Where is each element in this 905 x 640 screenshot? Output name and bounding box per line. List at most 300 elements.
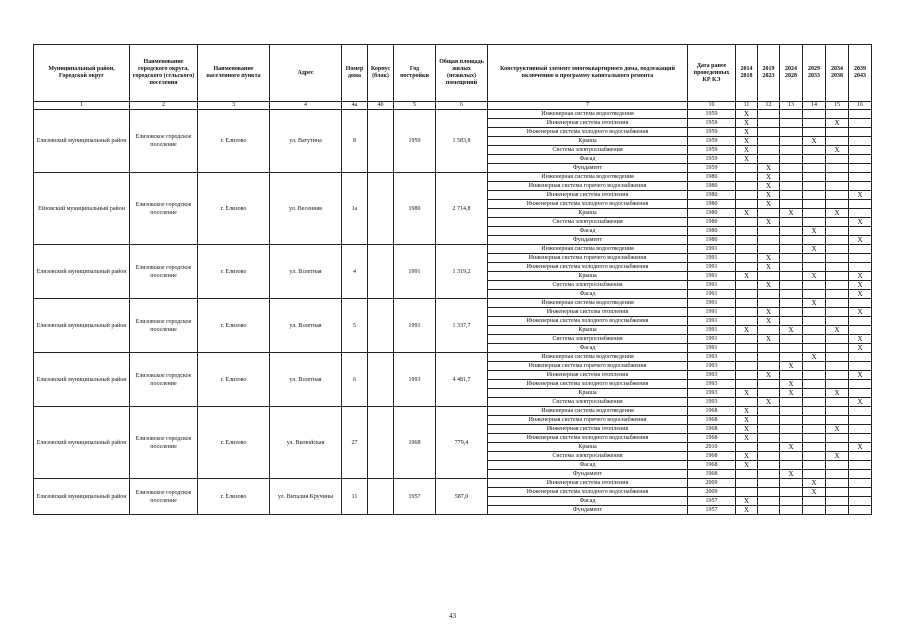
period-mark-cell [826, 362, 849, 371]
period-mark-cell [758, 470, 780, 479]
settlement-cell: Елизовское городское поселение [130, 479, 198, 515]
period-mark-cell [736, 236, 758, 245]
previous-repair-date-cell: 1968 [688, 461, 736, 470]
header-cell: 2019 2023 [758, 45, 780, 102]
period-mark-cell [736, 245, 758, 254]
block-cell [368, 407, 394, 479]
period-mark-cell [803, 200, 826, 209]
period-mark-cell [780, 182, 803, 191]
build-year-cell: 1991 [394, 245, 436, 299]
previous-repair-date-cell: 1959 [688, 128, 736, 137]
element-cell: Система электроснабжения [488, 398, 688, 407]
period-mark-cell [758, 416, 780, 425]
table-row [34, 353, 872, 362]
previous-repair-date-cell: 1993 [688, 398, 736, 407]
element-cell: Фасад [488, 461, 688, 470]
period-mark-cell [803, 326, 826, 335]
table-row [34, 479, 872, 488]
period-mark-cell [826, 506, 849, 515]
previous-repair-date-cell: 1968 [688, 452, 736, 461]
settlement-cell: Елизовское городское поселение [130, 407, 198, 479]
previous-repair-date-cell: 2009 [688, 488, 736, 497]
period-mark-cell [803, 173, 826, 182]
page-number: 43 [449, 612, 456, 620]
previous-repair-date-cell: 1957 [688, 497, 736, 506]
previous-repair-date-cell: 1959 [688, 137, 736, 146]
previous-repair-date-cell: 1980 [688, 227, 736, 236]
period-mark-cell: X [758, 281, 780, 290]
period-mark-cell [803, 344, 826, 353]
period-mark-cell [826, 281, 849, 290]
period-mark-cell: X [849, 398, 872, 407]
period-mark-cell [780, 155, 803, 164]
period-mark-cell [826, 182, 849, 191]
previous-repair-date-cell: 1968 [688, 434, 736, 443]
period-mark-cell [803, 461, 826, 470]
period-mark-cell: X [736, 425, 758, 434]
period-mark-cell [758, 488, 780, 497]
street-cell: ул. Весенняя [270, 173, 342, 245]
period-mark-cell: X [780, 389, 803, 398]
period-mark-cell [758, 380, 780, 389]
period-mark-cell [803, 452, 826, 461]
period-mark-cell: X [780, 326, 803, 335]
period-mark-cell [736, 299, 758, 308]
period-mark-cell [826, 461, 849, 470]
previous-repair-date-cell: 1991 [688, 326, 736, 335]
period-mark-cell [803, 308, 826, 317]
period-mark-cell [736, 218, 758, 227]
period-mark-cell [758, 146, 780, 155]
period-mark-cell [826, 245, 849, 254]
period-mark-cell: X [758, 191, 780, 200]
period-mark-cell [803, 218, 826, 227]
element-cell: Фасад [488, 344, 688, 353]
period-mark-cell: X [736, 434, 758, 443]
period-mark-cell [849, 110, 872, 119]
element-cell: Инженерная система холодного водоснабжения [488, 317, 688, 326]
element-cell: Фасад [488, 290, 688, 299]
period-mark-cell [849, 254, 872, 263]
period-mark-cell [803, 290, 826, 299]
period-mark-cell [780, 452, 803, 461]
period-mark-cell: X [849, 281, 872, 290]
period-mark-cell [803, 497, 826, 506]
period-mark-cell [826, 263, 849, 272]
settlement-cell: Елизовское городское поселение [130, 353, 198, 407]
period-mark-cell [849, 407, 872, 416]
period-mark-cell [758, 272, 780, 281]
period-mark-cell [849, 497, 872, 506]
element-cell: Инженерная система холодного водоснабжения [488, 488, 688, 497]
previous-repair-date-cell: 1968 [688, 416, 736, 425]
element-cell: Инженерная система отопления [488, 479, 688, 488]
column-number: 4б [368, 102, 394, 110]
period-mark-cell [736, 290, 758, 299]
period-mark-cell [826, 272, 849, 281]
element-cell: Инженерная система водоотведения [488, 173, 688, 182]
element-cell: Система электроснабжения [488, 218, 688, 227]
period-mark-cell [780, 290, 803, 299]
period-mark-cell [758, 434, 780, 443]
period-mark-cell [736, 344, 758, 353]
build-year-cell: 1993 [394, 353, 436, 407]
house-number-cell: 1а [342, 173, 368, 245]
period-mark-cell: X [826, 326, 849, 335]
period-mark-cell [803, 119, 826, 128]
period-mark-cell [803, 362, 826, 371]
previous-repair-date-cell: 1993 [688, 371, 736, 380]
period-mark-cell: X [736, 119, 758, 128]
period-mark-cell: X [736, 389, 758, 398]
previous-repair-date-cell: 1991 [688, 299, 736, 308]
period-mark-cell: X [849, 344, 872, 353]
table-row [34, 299, 872, 308]
previous-repair-date-cell: 1993 [688, 380, 736, 389]
previous-repair-date-cell: 1959 [688, 155, 736, 164]
period-mark-cell [803, 317, 826, 326]
table-row [34, 407, 872, 416]
element-cell: Инженерная система горячего водоснабжения [488, 182, 688, 191]
period-mark-cell [849, 416, 872, 425]
element-cell: Инженерная система отопления [488, 371, 688, 380]
district-cell: Елизовский муниципальный район [34, 407, 130, 479]
previous-repair-date-cell: 1993 [688, 389, 736, 398]
period-mark-cell [758, 407, 780, 416]
header-cell: Общая площадь жилых (нежилых) помещений [436, 45, 488, 102]
period-mark-cell [736, 443, 758, 452]
period-mark-cell: X [849, 236, 872, 245]
period-mark-cell [803, 155, 826, 164]
period-mark-cell [803, 470, 826, 479]
element-cell: Фасад [488, 155, 688, 164]
period-mark-cell [758, 110, 780, 119]
period-mark-cell [803, 236, 826, 245]
settlement-cell: Елизовское городское поселение [130, 245, 198, 299]
element-cell: Крыша [488, 443, 688, 452]
header-cell: Муниципальный район, Городской округ [34, 45, 130, 102]
element-cell: Система электроснабжения [488, 335, 688, 344]
period-mark-cell [780, 227, 803, 236]
period-mark-cell [758, 326, 780, 335]
element-cell: Инженерная система водоотведения [488, 299, 688, 308]
period-mark-cell [826, 290, 849, 299]
previous-repair-date-cell: 1991 [688, 317, 736, 326]
period-mark-cell [849, 164, 872, 173]
element-cell: Крыша [488, 389, 688, 398]
period-mark-cell [849, 119, 872, 128]
period-mark-cell: X [736, 209, 758, 218]
column-number: 6 [436, 102, 488, 110]
column-number: 11 [736, 102, 758, 110]
period-mark-cell: X [736, 506, 758, 515]
period-mark-cell: X [826, 119, 849, 128]
period-mark-cell [826, 479, 849, 488]
previous-repair-date-cell: 1980 [688, 191, 736, 200]
period-mark-cell: X [803, 245, 826, 254]
header-cell: Адрес [270, 45, 342, 102]
period-mark-cell [803, 191, 826, 200]
period-mark-cell [758, 497, 780, 506]
period-mark-cell [803, 128, 826, 137]
period-mark-cell [736, 353, 758, 362]
period-mark-cell [826, 110, 849, 119]
element-cell: Крыша [488, 326, 688, 335]
build-year-cell: 1968 [394, 407, 436, 479]
district-cell: Елизовский муниципальный район [34, 245, 130, 299]
period-mark-cell [780, 344, 803, 353]
table-row [34, 245, 872, 254]
period-mark-cell: X [758, 200, 780, 209]
period-mark-cell [736, 380, 758, 389]
previous-repair-date-cell: 1991 [688, 308, 736, 317]
period-mark-cell: X [780, 380, 803, 389]
period-mark-cell [849, 389, 872, 398]
column-number: 14 [803, 102, 826, 110]
period-mark-cell [826, 128, 849, 137]
street-cell: ул. Вилюйская [270, 407, 342, 479]
period-mark-cell [826, 191, 849, 200]
period-mark-cell [826, 497, 849, 506]
period-mark-cell [803, 263, 826, 272]
period-mark-cell [780, 317, 803, 326]
period-mark-cell [826, 335, 849, 344]
period-mark-cell [780, 200, 803, 209]
period-mark-cell [736, 191, 758, 200]
locality-cell: г. Елизово [198, 407, 270, 479]
header-cell: Наименование населенного пункта [198, 45, 270, 102]
period-mark-cell [758, 344, 780, 353]
block-cell [368, 353, 394, 407]
area-cell: 1 583,8 [436, 110, 488, 173]
period-mark-cell [849, 425, 872, 434]
header-cell: 2034 2038 [826, 45, 849, 102]
period-mark-cell [736, 398, 758, 407]
period-mark-cell [758, 290, 780, 299]
period-mark-cell: X [758, 371, 780, 380]
period-mark-cell [849, 128, 872, 137]
element-cell: Инженерная система горячего водоснабжения [488, 254, 688, 263]
period-mark-cell: X [849, 272, 872, 281]
period-mark-cell: X [849, 443, 872, 452]
period-mark-cell [736, 263, 758, 272]
period-mark-cell [736, 281, 758, 290]
district-cell: Ейзовский муниципальный район [34, 173, 130, 245]
period-mark-cell [780, 308, 803, 317]
period-mark-cell [780, 164, 803, 173]
period-mark-cell: X [803, 137, 826, 146]
period-mark-cell: X [849, 290, 872, 299]
element-cell: Инженерная система водоотведения [488, 407, 688, 416]
period-mark-cell [758, 155, 780, 164]
period-mark-cell [758, 119, 780, 128]
period-mark-cell [826, 371, 849, 380]
element-cell: Инженерная система отопления [488, 308, 688, 317]
period-mark-cell [849, 173, 872, 182]
period-mark-cell [736, 362, 758, 371]
period-mark-cell [849, 299, 872, 308]
period-mark-cell: X [826, 146, 849, 155]
period-mark-cell: X [758, 254, 780, 263]
period-mark-cell [780, 236, 803, 245]
previous-repair-date-cell: 2009 [688, 479, 736, 488]
period-mark-cell: X [758, 218, 780, 227]
period-mark-cell [826, 344, 849, 353]
previous-repair-date-cell: 1980 [688, 236, 736, 245]
previous-repair-date-cell: 1959 [688, 110, 736, 119]
period-mark-cell [803, 389, 826, 398]
block-cell [368, 299, 394, 353]
period-mark-cell [758, 236, 780, 245]
period-mark-cell [826, 416, 849, 425]
period-mark-cell [758, 425, 780, 434]
column-number-row [34, 102, 872, 110]
period-mark-cell [780, 416, 803, 425]
period-mark-cell [780, 218, 803, 227]
period-mark-cell [826, 488, 849, 497]
header-cell: Корпус (блок) [368, 45, 394, 102]
period-mark-cell: X [736, 137, 758, 146]
header-cell: 2024 2028 [780, 45, 803, 102]
period-mark-cell [803, 425, 826, 434]
period-mark-cell: X [736, 146, 758, 155]
period-mark-cell [803, 434, 826, 443]
previous-repair-date-cell: 1980 [688, 173, 736, 182]
period-mark-cell [849, 182, 872, 191]
period-mark-cell [780, 488, 803, 497]
period-mark-cell [758, 452, 780, 461]
build-year-cell: 1959 [394, 110, 436, 173]
street-cell: ул. Виталия Кручины [270, 479, 342, 515]
period-mark-cell [758, 362, 780, 371]
area-cell: 587,0 [436, 479, 488, 515]
previous-repair-date-cell: 1991 [688, 263, 736, 272]
column-number: 4а [342, 102, 368, 110]
previous-repair-date-cell: 1993 [688, 362, 736, 371]
previous-repair-date-cell: 1993 [688, 353, 736, 362]
period-mark-cell [758, 128, 780, 137]
period-mark-cell [826, 434, 849, 443]
previous-repair-date-cell: 1957 [688, 506, 736, 515]
period-mark-cell [780, 146, 803, 155]
period-mark-cell [849, 155, 872, 164]
period-mark-cell [849, 137, 872, 146]
period-mark-cell [758, 137, 780, 146]
previous-repair-date-cell: 1991 [688, 281, 736, 290]
period-mark-cell: X [736, 452, 758, 461]
area-cell: 1 319,2 [436, 245, 488, 299]
previous-repair-date-cell: 1980 [688, 218, 736, 227]
element-cell: Инженерная система холодного водоснабжения [488, 128, 688, 137]
street-cell: ул. Взлетная [270, 353, 342, 407]
house-number-cell: 8 [342, 110, 368, 173]
period-mark-cell [849, 488, 872, 497]
period-mark-cell [849, 461, 872, 470]
previous-repair-date-cell: 1991 [688, 335, 736, 344]
period-mark-cell [780, 425, 803, 434]
element-cell: Система электроснабжения [488, 146, 688, 155]
period-mark-cell [826, 407, 849, 416]
period-mark-cell: X [849, 371, 872, 380]
previous-repair-date-cell: 1991 [688, 272, 736, 281]
period-mark-cell: X [803, 299, 826, 308]
header-cell: 2014 2018 [736, 45, 758, 102]
period-mark-cell [736, 335, 758, 344]
period-mark-cell [826, 380, 849, 389]
period-mark-cell [826, 353, 849, 362]
element-cell: Крыша [488, 209, 688, 218]
element-cell: Инженерная система отопления [488, 425, 688, 434]
period-mark-cell [780, 272, 803, 281]
district-cell: Елизовский муниципальный район [34, 353, 130, 407]
period-mark-cell [803, 146, 826, 155]
previous-repair-date-cell: 1959 [688, 146, 736, 155]
period-mark-cell [803, 443, 826, 452]
element-cell: Инженерная система холодного водоснабжения [488, 434, 688, 443]
period-mark-cell: X [849, 335, 872, 344]
element-cell: Крыша [488, 137, 688, 146]
period-mark-cell [826, 299, 849, 308]
previous-repair-date-cell: 1991 [688, 290, 736, 299]
period-mark-cell [736, 308, 758, 317]
element-cell: Инженерная система водоотведения [488, 245, 688, 254]
period-mark-cell: X [803, 488, 826, 497]
period-mark-cell: X [736, 461, 758, 470]
column-number: 13 [780, 102, 803, 110]
period-mark-cell [849, 380, 872, 389]
period-mark-cell [803, 254, 826, 263]
element-cell: Фундамент [488, 236, 688, 245]
build-year-cell: 1980 [394, 173, 436, 245]
element-cell: Фасад [488, 227, 688, 236]
district-cell: Елизовский муниципальный район [34, 110, 130, 173]
period-mark-cell [849, 506, 872, 515]
period-mark-cell [780, 110, 803, 119]
period-mark-cell [849, 227, 872, 236]
locality-cell: г. Елизово [198, 245, 270, 299]
period-mark-cell [780, 119, 803, 128]
period-mark-cell [803, 416, 826, 425]
period-mark-cell [780, 263, 803, 272]
previous-repair-date-cell: 1991 [688, 254, 736, 263]
column-number: 15 [826, 102, 849, 110]
period-mark-cell: X [758, 182, 780, 191]
period-mark-cell: X [736, 128, 758, 137]
period-mark-cell [826, 398, 849, 407]
period-mark-cell [758, 209, 780, 218]
period-mark-cell [736, 182, 758, 191]
period-mark-cell: X [736, 110, 758, 119]
element-cell: Инженерная система горячего водоснабжения [488, 416, 688, 425]
period-mark-cell [826, 137, 849, 146]
block-cell [368, 479, 394, 515]
period-mark-cell [826, 218, 849, 227]
period-mark-cell: X [736, 155, 758, 164]
period-mark-cell [826, 470, 849, 479]
header-cell: Номер дома [342, 45, 368, 102]
previous-repair-date-cell: 1980 [688, 209, 736, 218]
element-cell: Инженерная система отопления [488, 119, 688, 128]
element-cell: Фундамент [488, 164, 688, 173]
house-number-cell: 5 [342, 299, 368, 353]
house-number-cell: 11 [342, 479, 368, 515]
previous-repair-date-cell: 2010 [688, 443, 736, 452]
period-mark-cell: X [736, 497, 758, 506]
area-cell: 4 481,7 [436, 353, 488, 407]
period-mark-cell [826, 164, 849, 173]
element-cell: Система электроснабжения [488, 452, 688, 461]
period-mark-cell [849, 209, 872, 218]
